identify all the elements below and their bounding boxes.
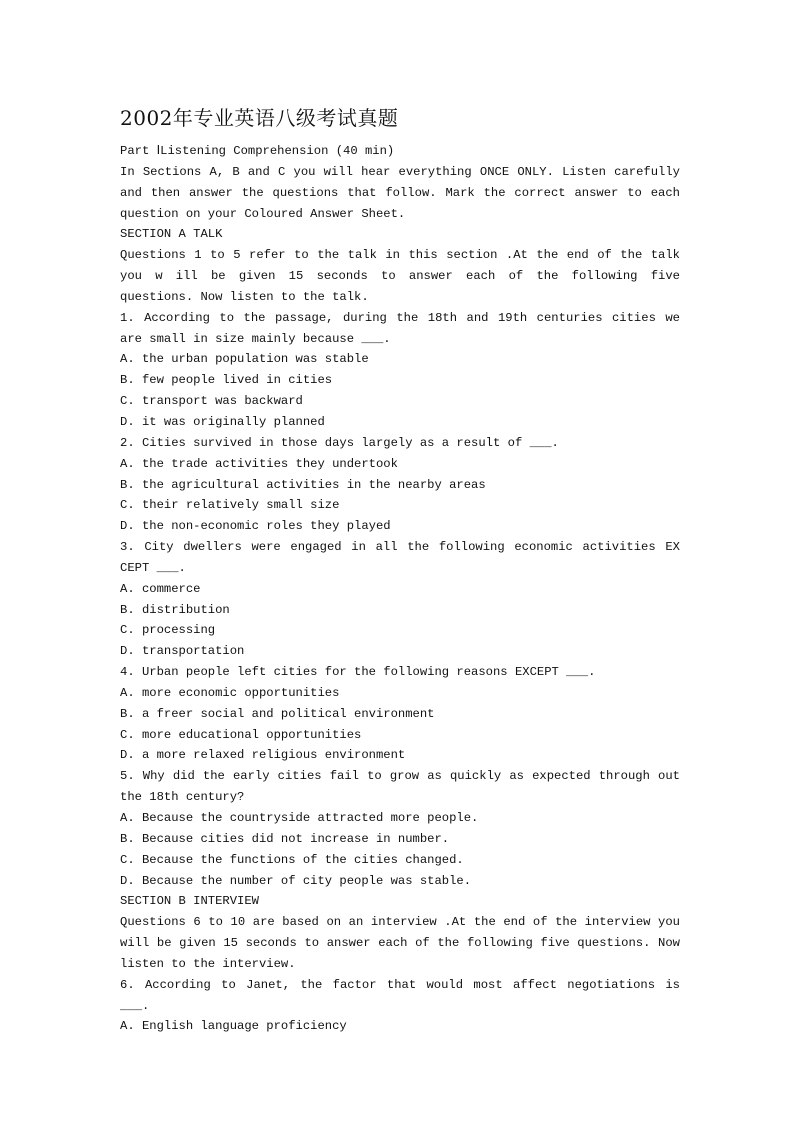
instructions-paragraph: In Sections A, B and C you will hear everything ONCE ONLY. Listen carefully and then answer the questions that follow. Mark the correct answer to each question on your Coloured Answer Sheet. [120,164,688,221]
question-5-option-c: C. Because the functions of the cities changed. [120,852,464,867]
question-6-stem: 6. According to Janet, the factor that would most affect negotiations is ___. [120,977,688,1013]
document-title: 2002年专业英语八级考试真题 [120,106,399,130]
question-3-stem: 3. City dwellers were engaged in all the following economic activities EX CEPT ___. [120,540,688,575]
question-3-option-a: A. commerce [120,581,201,596]
question-2-option-c: C. their relatively small size [120,498,340,513]
question-5-option-a: A. Because the countryside attracted more people. [120,811,479,825]
question-5-stem: 5. Why did the early cities fail to grow as quickly as expected through out the 18th century? [120,769,688,805]
question-1-option-d: D. it was originally planned [120,414,325,429]
question-3-option-b: B. distribution [120,602,230,617]
part-heading: Part ⅠListening Comprehension (40 min) [120,144,395,158]
question-3-option-d: D. transportation [120,644,245,659]
question-2-option-d: D. the non-economic roles they played [120,519,391,534]
question-5-option-d: D. Because the number of city people was stable. [120,873,472,888]
question-5-option-b: B. Because cities did not increase in number. [120,831,450,846]
question-1-option-a: A. the urban population was stable [120,352,369,367]
section-a-heading: SECTION A TALK [120,227,223,242]
document-page [120,105,688,1037]
question-6-option-a: A. English language proficiency [120,1019,347,1034]
question-4-option-b: B. a freer social and political environment [120,706,435,721]
question-4-option-a: A. more economic opportunities [120,685,340,700]
question-1-stem: 1. According to the passage, during the 18th and 19th centuries cities we are small in size mainly because ___. [120,310,688,346]
question-4-stem: 4. Urban people left cities for the following reasons EXCEPT ___. [120,665,596,680]
question-4-option-d: D. a more relaxed religious environment [120,748,406,763]
question-2-option-b: B. the agricultural activities in the nearby areas [120,477,486,492]
question-2-option-a: A. the trade activities they undertook [120,456,398,471]
question-4-option-c: C. more educational opportunities [120,727,362,742]
section-a-intro: Questions 1 to 5 refer to the talk in this section .At the end of the talk you w ill be given 15 seconds to answer each of the following five questions. Now listen to the talk. [120,248,688,304]
question-2-stem: 2. Cities survived in those days largely as a result of ___. [120,435,559,450]
section-b-heading: SECTION B INTERVIEW [120,894,259,909]
question-1-option-b: B. few people lived in cities [120,373,333,388]
question-1-option-c: C. transport was backward [120,394,303,409]
section-b-intro: Questions 6 to 10 are based on an interview .At the end of the interview you will be given 15 seconds to answer each of the following five questions. Now listen to the interview. [120,915,688,971]
question-3-option-c: C. processing [120,623,216,638]
